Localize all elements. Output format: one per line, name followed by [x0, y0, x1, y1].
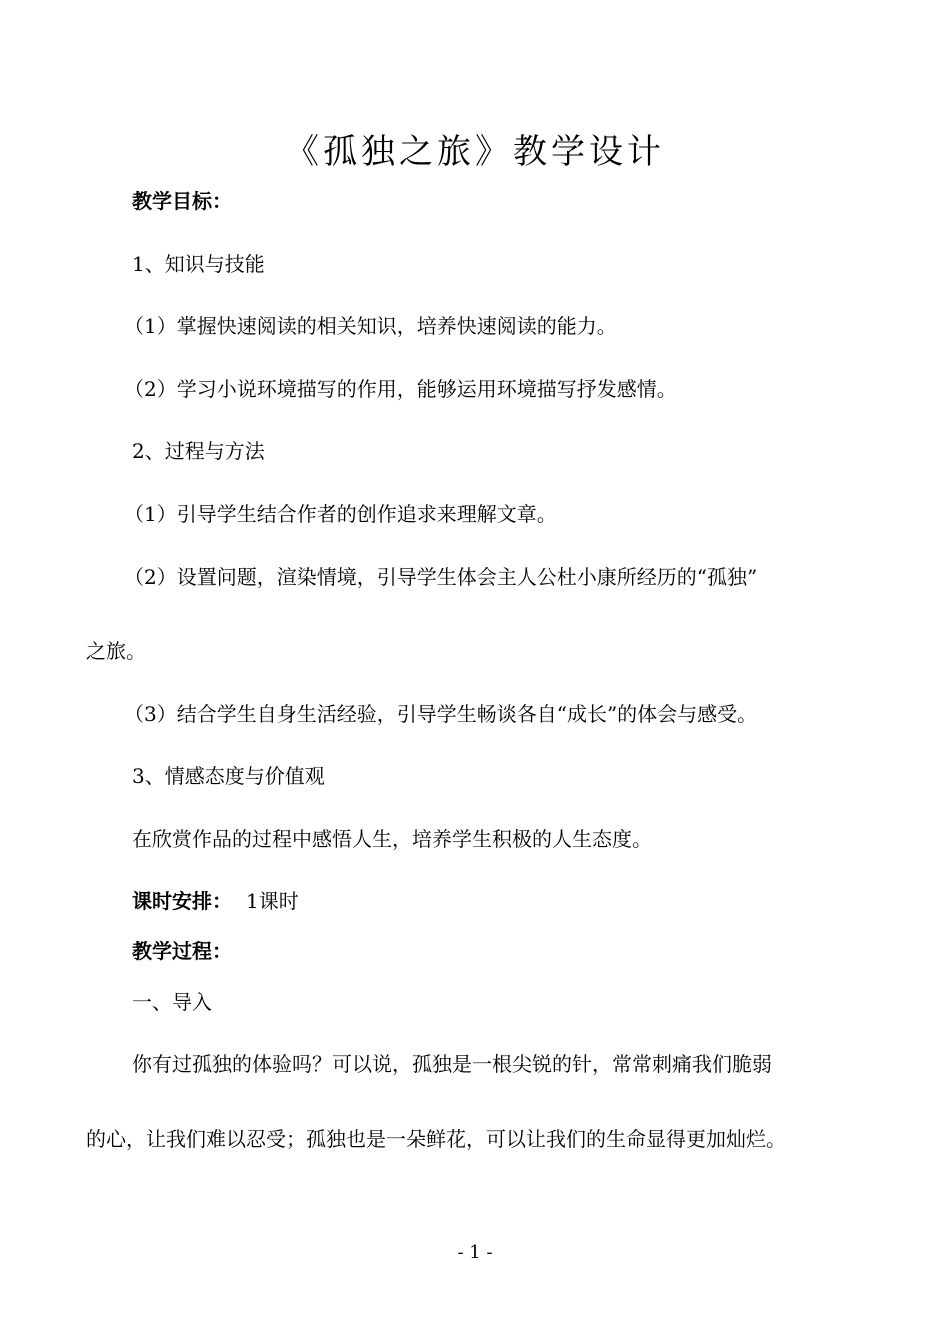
process-item-2-line-1: （2）设置问题，渲染情境，引导学生体会主人公杜小康所经历的“孤独” — [124, 565, 758, 589]
section-process-methods: 2、过程与方法 — [132, 439, 265, 463]
emotion-values-text: 在欣赏作品的过程中感悟人生，培养学生积极的人生态度。 — [132, 827, 652, 851]
goals-heading: 教学目标： — [132, 189, 232, 213]
knowledge-item-2: （2）学习小说环境描写的作用，能够运用环境描写抒发感情。 — [124, 377, 677, 401]
intro-heading: 一、导入 — [132, 990, 212, 1014]
schedule-row — [132, 886, 299, 916]
intro-paragraph-line-1: 你有过孤独的体验吗？可以说，孤独是一根尖锐的针，常常刺痛我们脆弱 — [132, 1052, 772, 1076]
process-item-3: （3）结合学生自身生活经验，引导学生畅谈各自“成长”的体会与感受。 — [124, 702, 758, 726]
intro-paragraph-line-2: 的心，让我们难以忍受；孤独也是一朵鲜花，可以让我们的生命显得更加灿烂。 — [86, 1127, 786, 1151]
page-number: - 1 - — [457, 1242, 493, 1263]
process-item-2-line-2: 之旅。 — [86, 639, 146, 663]
schedule-value: 1课时 — [246, 889, 299, 913]
process-heading: 教学过程： — [132, 939, 232, 963]
process-item-1: （1）引导学生结合作者的创作追求来理解文章。 — [124, 502, 557, 526]
schedule-label: 课时安排： — [132, 889, 232, 913]
document-title: 《孤独之旅》教学设计 — [285, 132, 665, 172]
section-knowledge-skills: 1、知识与技能 — [132, 252, 265, 276]
knowledge-item-1: （1）掌握快速阅读的相关知识，培养快速阅读的能力。 — [124, 314, 617, 338]
section-emotion-values: 3、情感态度与价值观 — [132, 764, 325, 788]
